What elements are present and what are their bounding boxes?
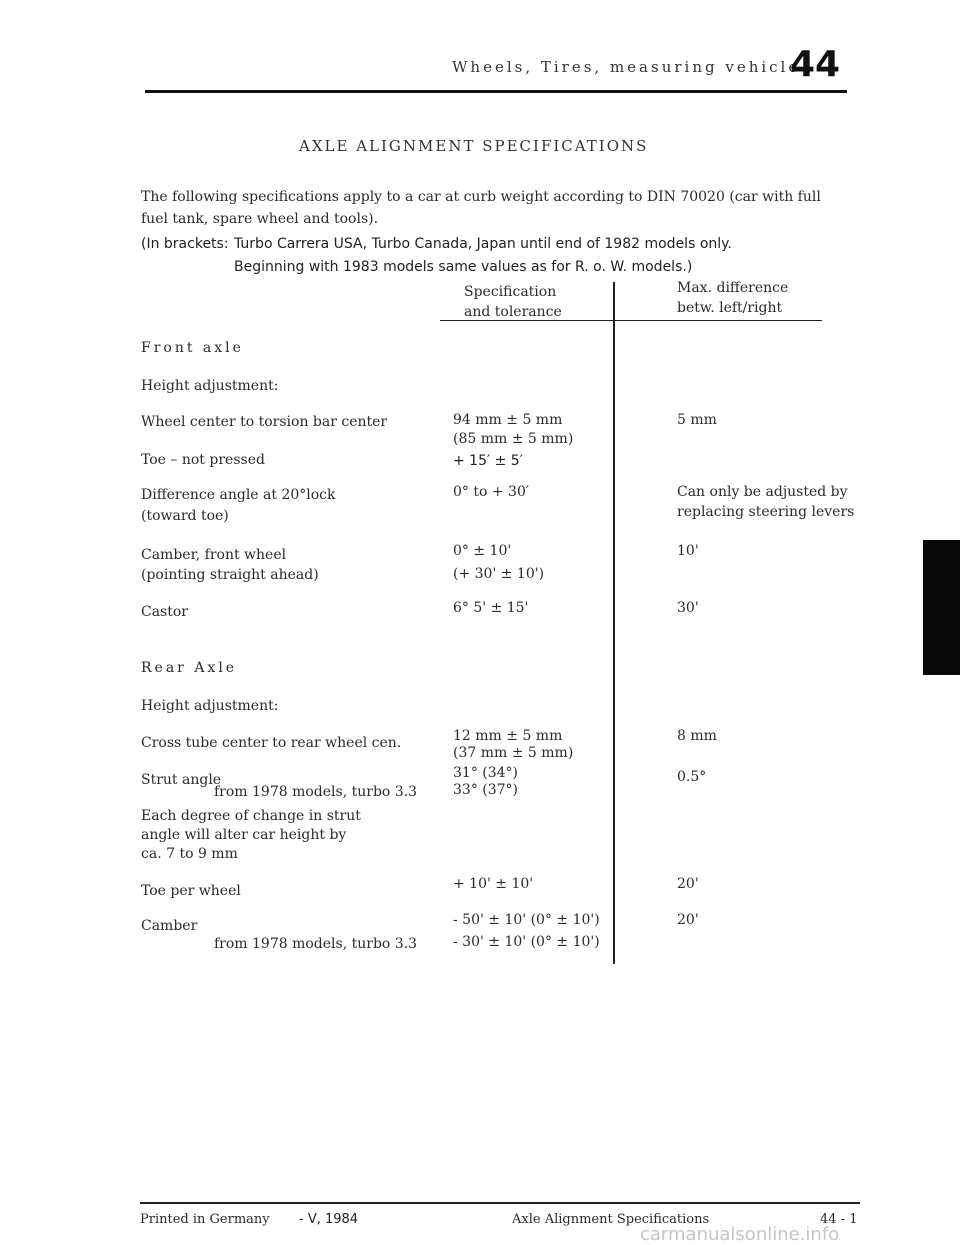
section-thumb-tab (923, 540, 960, 675)
difference-angle-max-1: Can only be adjusted by (677, 484, 848, 500)
difference-angle-note: (toward toe) (141, 508, 229, 524)
wheel-center-spec-bracket: (85 mm ± 5 mm) (453, 431, 574, 447)
rear-toe-spec: + 10' ± 10' (453, 876, 534, 892)
toe-label (141, 452, 265, 468)
header-rule (145, 90, 847, 93)
front-camber-spec: 0° ± 10' (453, 543, 512, 559)
castor-max: 30' (677, 600, 699, 616)
max-header-line-1: Max. difference (677, 280, 789, 296)
strut-angle-max: 0.5° (677, 769, 707, 785)
footer-title: Axle Alignment Specifications (512, 1212, 710, 1227)
strut-angle-label: Strut angle (141, 772, 222, 788)
rear-camber-spec-2: - 30' ± 10' (0° ± 10') (453, 934, 600, 950)
spec-header-line-1: Specification (464, 284, 557, 300)
cross-tube-spec-bracket: (37 mm ± 5 mm) (453, 745, 574, 761)
front-camber-label: Camber, front wheel (141, 547, 287, 563)
rear-camber-sub: from 1978 models, turbo 3.3 (214, 936, 418, 952)
header-title: Wheels, Tires, measuring vehicle (452, 58, 801, 76)
watermark: carmanualsonline.info (640, 1224, 840, 1245)
footer-page-number: 44 - 1 (820, 1212, 858, 1227)
footer-edition: - V, 1984 (299, 1212, 359, 1227)
footer-printed: Printed in Germany (140, 1212, 270, 1227)
difference-angle-label: Difference angle at 20°lock (141, 487, 336, 503)
castor-label: Castor (141, 604, 188, 620)
difference-angle-spec: 0° to + 30′ (453, 484, 530, 500)
header-underline (440, 320, 822, 321)
strut-note-3: ca. 7 to 9 mm (141, 846, 238, 862)
front-height-adjustment: Height adjustment: (141, 378, 279, 394)
cross-tube-spec: 12 mm ± 5 mm (453, 728, 563, 744)
strut-angle-spec-2: 33° (37°) (453, 782, 519, 798)
brackets-line-2: Beginning with 1983 models same values as for R. o. W. models.) (234, 259, 693, 275)
document-title: AXLE ALIGNMENT SPECIFICATIONS (299, 137, 649, 155)
strut-note-2: angle will alter car height by (141, 827, 347, 843)
strut-angle-sub: from 1978 models, turbo 3.3 (214, 784, 418, 800)
front-axle-heading: Front axle (141, 340, 244, 356)
wheel-center-spec: 94 mm ± 5 mm (453, 412, 563, 428)
front-camber-max: 10' (677, 543, 699, 559)
front-camber-note: (pointing straight ahead) (141, 567, 319, 583)
rear-toe-max: 20' (677, 876, 699, 892)
intro-paragraph: The following specifications apply to a car at curb weight according to DIN 70020 (car with full fuel tank, spare wheel and tools). (141, 189, 821, 227)
max-column-header (677, 278, 837, 318)
cross-tube-label: Cross tube center to rear wheel cen. (141, 735, 402, 751)
wheel-center-label: Wheel center to torsion bar center (141, 414, 388, 430)
front-camber-spec-bracket: (+ 30' ± 10') (453, 566, 545, 582)
spec-header-line-2: and tolerance (464, 304, 562, 320)
rear-axle-heading: Rear Axle (141, 660, 238, 676)
cross-tube-max: 8 mm (677, 728, 717, 744)
castor-spec: 6° 5' ± 15' (453, 600, 529, 616)
toe-text: Toe – not pressed (141, 452, 265, 468)
brackets-label: (In brackets: (141, 236, 229, 252)
brackets-line-1: Turbo Carrera USA, Turbo Canada, Japan until end of 1982 models only. (234, 236, 732, 252)
toe-spec: + 15′ ± 5′ (453, 453, 523, 469)
rear-toe-label: Toe per wheel (141, 883, 241, 899)
rear-camber-max: 20' (677, 912, 699, 928)
column-divider (613, 282, 615, 964)
footer-rule (140, 1202, 860, 1204)
strut-note-1: Each degree of change in strut (141, 808, 361, 824)
spec-column-header (464, 282, 614, 322)
rear-camber-spec-1: - 50' ± 10' (0° ± 10') (453, 912, 600, 928)
section-number: 44 (790, 44, 841, 85)
wheel-center-max: 5 mm (677, 412, 717, 428)
rear-height-adjustment: Height adjustment: (141, 698, 279, 714)
rear-camber-label: Camber (141, 918, 198, 934)
difference-angle-max-2: replacing steering levers (677, 504, 855, 520)
strut-angle-spec-1: 31° (34°) (453, 765, 519, 781)
max-header-line-2: betw. left/right (677, 300, 783, 316)
